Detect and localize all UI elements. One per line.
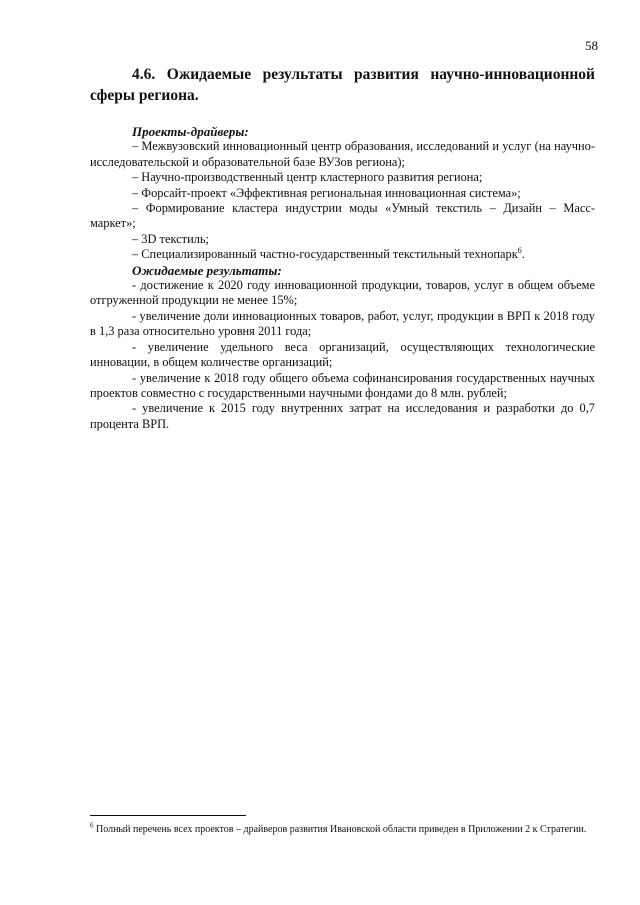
project-item-5: – 3D текстиль; — [132, 231, 209, 246]
project-item-4: – Формирование кластера индустрии моды «Умный текстиль – Дизайн – Масс-маркет»; — [90, 201, 595, 231]
footnote — [90, 823, 595, 836]
page-number: 58 — [585, 38, 598, 53]
result-item-2: - увеличение доли инновационных товаров, работ, услуг, продукции в ВРП к 2018 году в 1,3 раза относительно уровня 2011 года; — [90, 308, 595, 339]
projects-title: Проекты-драйверы: — [132, 124, 249, 139]
result-item-3: - увеличение удельного веса организаций, осуществляющих технологические инновации, в общем количестве организаций; — [90, 339, 595, 370]
project-item-6-end: . — [521, 247, 525, 262]
footnote-text: Полный перечень всех проектов – драйверов развития Ивановской области приведен в Приложении 2 к Стратегии. — [93, 824, 587, 835]
result-item-5: - увеличение к 2015 году внутренних затрат на исследования и разработки до 0,7 процента ВРП. — [90, 401, 595, 431]
footnote-reference[interactable]: 6 — [517, 246, 522, 256]
results-title: Ожидаемые результаты: — [132, 262, 282, 278]
project-item-6 — [90, 247, 595, 262]
section-heading: 4.6. Ожидаемые результаты развития научно-инновационной сферы региона. — [90, 66, 595, 104]
result-item-1: - достижение к 2020 году инновационной продукции, товаров, услуг в общем объеме отгруженной продукции не менее 15%; — [90, 278, 595, 308]
result-item-4: - увеличение к 2018 году общего объема софинансирования государственных научных проектов совместно с государственными научными фондами до 8 млн. рублей; — [90, 370, 595, 400]
footnote-marker: 6 — [90, 821, 94, 830]
project-item-6-text: – Специализированный частно-государственный текстильный технопарк — [132, 247, 518, 262]
project-item-3: – Форсайт-проект «Эффективная региональная инновационная система»; — [132, 185, 521, 200]
project-item-1: – Межвузовский инновационный центр образования, исследований и услуг (на научно-исследовательской и образовательной базе ВУЗов региона); — [90, 139, 595, 169]
footnote-separator — [90, 815, 246, 816]
project-item-2: – Научно-производственный центр кластерного развития региона; — [132, 170, 483, 185]
document-body — [90, 64, 595, 432]
